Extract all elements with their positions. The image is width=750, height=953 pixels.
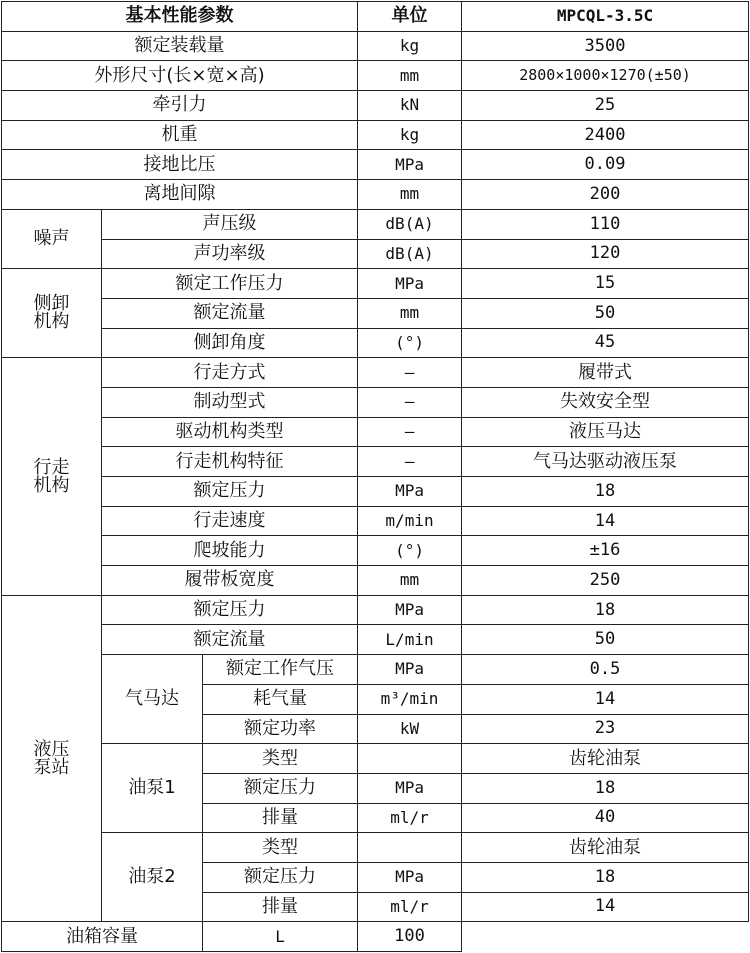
group-label: 液压 — [33, 738, 70, 760]
param-unit: mm — [358, 298, 462, 328]
spec-table — [1, 1, 749, 952]
param-value: 2400 — [462, 120, 749, 150]
table-row — [2, 358, 749, 388]
table-row — [2, 625, 749, 655]
table-row — [2, 209, 749, 239]
table-row — [2, 417, 749, 447]
param-name: 排量 — [203, 892, 358, 922]
param-unit: kW — [358, 714, 462, 744]
param-unit: ml/r — [358, 892, 462, 922]
table-row — [2, 655, 749, 685]
param-value: 40 — [462, 803, 749, 833]
param-unit: mm — [358, 61, 462, 91]
table-row — [2, 150, 749, 180]
param-unit: kN — [358, 91, 462, 121]
subgroup-pump-1: 油泵1 — [102, 744, 203, 833]
param-unit: ml/r — [358, 803, 462, 833]
param-name: 行走机构特征 — [102, 447, 358, 477]
param-value: 45 — [462, 328, 749, 358]
param-name: 离地间隙 — [2, 180, 358, 210]
table-row — [2, 387, 749, 417]
header-row — [2, 2, 749, 32]
param-value: 120 — [462, 239, 749, 269]
param-unit: L — [203, 922, 358, 952]
param-name: 额定压力 — [102, 595, 358, 625]
param-unit: kg — [358, 31, 462, 61]
param-unit: MPa — [358, 269, 462, 299]
table-row — [2, 922, 749, 952]
param-name: 行走方式 — [102, 358, 358, 388]
param-name: 额定工作压力 — [102, 269, 358, 299]
param-unit: m³/min — [358, 684, 462, 714]
param-value: 23 — [462, 714, 749, 744]
param-value: 气马达驱动液压泵 — [462, 447, 749, 477]
table-row — [2, 61, 749, 91]
param-value: 14 — [462, 506, 749, 536]
table-row — [2, 91, 749, 121]
param-value: 50 — [462, 298, 749, 328]
param-value: 15 — [462, 269, 749, 299]
param-value: 18 — [462, 477, 749, 507]
param-value: 14 — [462, 892, 749, 922]
param-unit: MPa — [358, 862, 462, 892]
header-unit: 单位 — [358, 2, 462, 32]
param-name: 外形尺寸(长×宽×高) — [2, 61, 358, 91]
param-unit: MPa — [358, 477, 462, 507]
param-unit: kg — [358, 120, 462, 150]
param-name: 额定流量 — [102, 625, 358, 655]
param-unit: — — [358, 387, 462, 417]
param-value: 齿轮油泵 — [462, 833, 749, 863]
param-value: 液压马达 — [462, 417, 749, 447]
param-unit: — — [358, 358, 462, 388]
param-name: 类型 — [203, 744, 358, 774]
param-name: 侧卸角度 — [102, 328, 358, 358]
table-row — [2, 31, 749, 61]
subgroup-pump-2: 油泵2 — [102, 833, 203, 922]
param-value: 250 — [462, 566, 749, 596]
param-value: 失效安全型 — [462, 387, 749, 417]
group-label: 噪声 — [33, 228, 70, 249]
param-unit: MPa — [358, 595, 462, 625]
param-name: 声压级 — [102, 209, 358, 239]
param-unit — [358, 744, 462, 774]
param-value: 110 — [462, 209, 749, 239]
table-row — [2, 595, 749, 625]
param-value: 14 — [462, 684, 749, 714]
param-unit: mm — [358, 180, 462, 210]
param-name: 额定工作气压 — [203, 655, 358, 685]
param-value: 3500 — [462, 31, 749, 61]
param-value: ±16 — [462, 536, 749, 566]
param-name: 履带板宽度 — [102, 566, 358, 596]
table-row — [2, 239, 749, 269]
param-unit: (°) — [358, 328, 462, 358]
param-value: 18 — [462, 595, 749, 625]
param-name: 牵引力 — [2, 91, 358, 121]
param-name: 额定功率 — [203, 714, 358, 744]
param-name: 排量 — [203, 803, 358, 833]
param-unit: L/min — [358, 625, 462, 655]
param-unit: — — [358, 417, 462, 447]
group-label: 行走 — [33, 456, 70, 478]
param-unit: dB(A) — [358, 209, 462, 239]
group-hydraulic — [2, 595, 102, 922]
param-name: 额定压力 — [203, 773, 358, 803]
param-unit: m/min — [358, 506, 462, 536]
param-unit: (°) — [358, 536, 462, 566]
param-value: 200 — [462, 180, 749, 210]
table-row — [2, 120, 749, 150]
group-label: 泵站 — [33, 756, 70, 778]
param-name: 类型 — [203, 833, 358, 863]
param-name: 制动型式 — [102, 387, 358, 417]
param-name: 爬坡能力 — [102, 536, 358, 566]
param-unit — [358, 833, 462, 863]
table-row — [2, 506, 749, 536]
param-unit: mm — [358, 566, 462, 596]
table-row — [2, 833, 749, 863]
param-unit: MPa — [358, 773, 462, 803]
param-unit: — — [358, 447, 462, 477]
param-name: 额定装载量 — [2, 31, 358, 61]
subgroup-air-motor: 气马达 — [102, 655, 203, 744]
param-value: 18 — [462, 773, 749, 803]
header-param: 基本性能参数 — [2, 2, 358, 32]
param-unit: MPa — [358, 655, 462, 685]
param-value: 2800×1000×1270(±50) — [462, 61, 749, 91]
table-row — [2, 269, 749, 299]
param-value: 履带式 — [462, 358, 749, 388]
header-model: MPCQL-3.5C — [462, 2, 749, 32]
param-value: 18 — [462, 862, 749, 892]
table-row — [2, 477, 749, 507]
param-name: 耗气量 — [203, 684, 358, 714]
group-travel — [2, 358, 102, 596]
param-value: 25 — [462, 91, 749, 121]
param-name: 额定压力 — [102, 477, 358, 507]
param-value: 齿轮油泵 — [462, 744, 749, 774]
param-name: 油箱容量 — [2, 922, 203, 952]
table-row — [2, 744, 749, 774]
table-row — [2, 566, 749, 596]
param-value: 50 — [462, 625, 749, 655]
param-name: 声功率级 — [102, 239, 358, 269]
group-label: 侧卸 — [33, 293, 70, 315]
table-row — [2, 328, 749, 358]
table-row — [2, 298, 749, 328]
group-label: 机构 — [33, 474, 70, 496]
param-value: 0.09 — [462, 150, 749, 180]
param-value: 0.5 — [462, 655, 749, 685]
param-unit: dB(A) — [358, 239, 462, 269]
table-row — [2, 180, 749, 210]
param-name: 驱动机构类型 — [102, 417, 358, 447]
table-row — [2, 536, 749, 566]
param-name: 额定压力 — [203, 862, 358, 892]
group-side-dump — [2, 269, 102, 358]
group-noise — [2, 209, 102, 268]
table-row — [2, 447, 749, 477]
param-name: 接地比压 — [2, 150, 358, 180]
param-name: 行走速度 — [102, 506, 358, 536]
param-name: 机重 — [2, 120, 358, 150]
param-name: 额定流量 — [102, 298, 358, 328]
param-value: 100 — [358, 922, 462, 952]
group-label: 机构 — [33, 311, 70, 333]
param-unit: MPa — [358, 150, 462, 180]
